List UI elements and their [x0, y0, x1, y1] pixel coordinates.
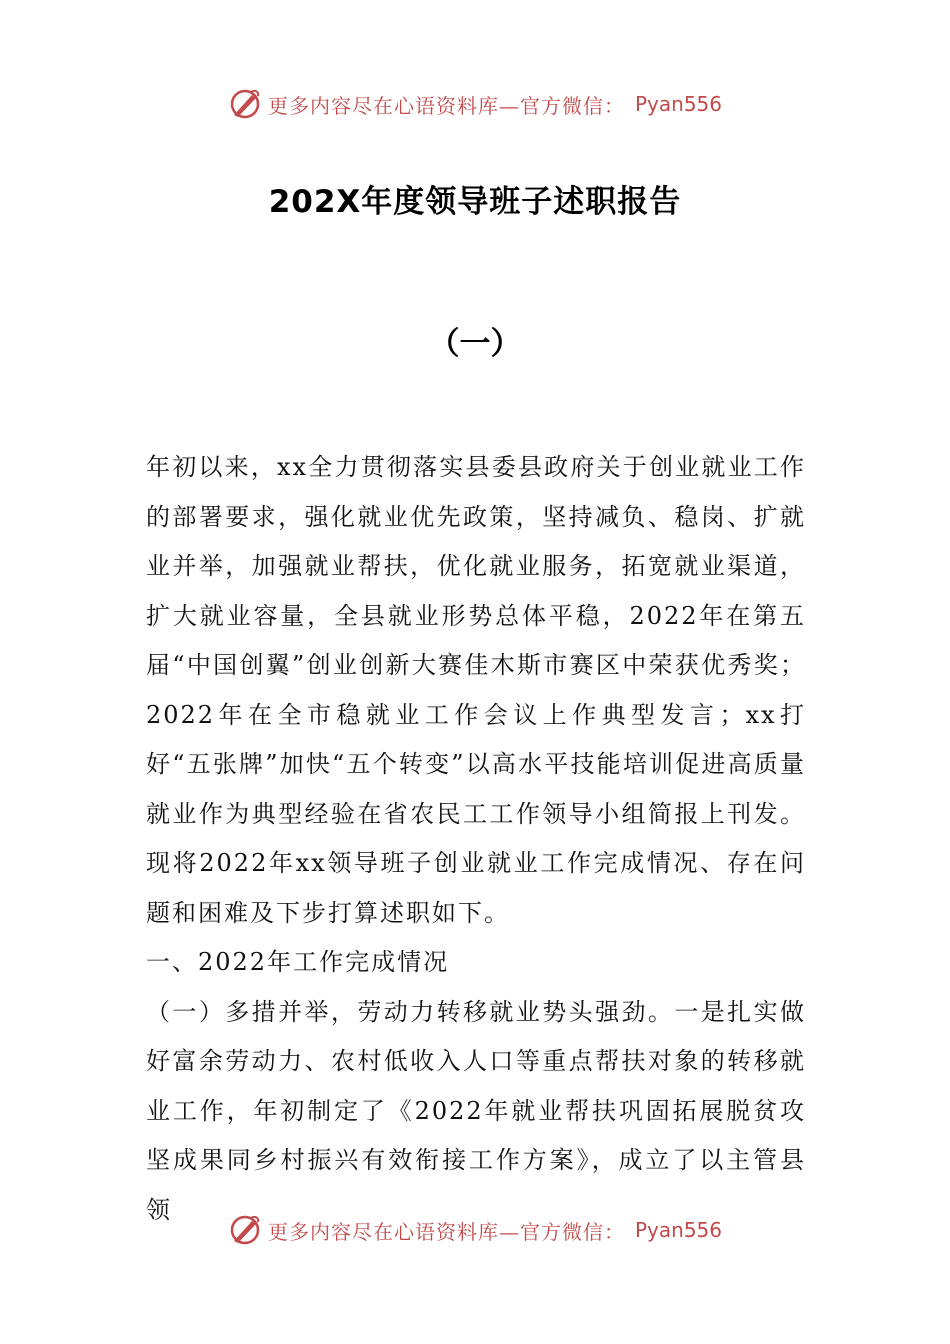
paragraph-intro: 年初以来，xx全力贯彻落实县委县政府关于创业就业工作的部署要求，强化就业优先政策，坚持减负、稳岗、扩就业并举，加强就业帮扶，优化就业服务，拓宽就业渠道，扩大就业容量，全县就业形势总体平稳，2022年在第五届“中国创翼”创业创新大赛佳木斯市赛区中荣获优秀奖；2022年在全市稳就业工作会议上作典型发言；xx打好“五张牌”加快“五个转变”以高水平技能培训促进高质量就业作为典型经验在省农民工工作领导小组简报上刊发。现将2022年xx领导班子创业就业工作完成情况、存在问题和困难及下步打算述职如下。: [146, 453, 806, 927]
banner-text: 更多内容尽在心语资料库—官方微信：: [267, 93, 625, 118]
pen-circle-logo-icon: [228, 87, 262, 121]
document-title: 202X年度领导班子述职报告: [268, 184, 682, 220]
banner-text: 更多内容尽在心语资料库—官方微信：: [267, 1219, 625, 1244]
section-number: （一）: [428, 326, 522, 362]
header-banner: [0, 84, 950, 124]
footer-banner: [0, 1210, 950, 1250]
section-heading: 一、2022年工作完成情况: [146, 948, 450, 976]
wechat-id: Pyan556: [634, 92, 722, 116]
paragraph-item-1: （一）多措并举，劳动力转移就业势头强劲。一是扎实做好富余劳动力、农村低收入人口等重点帮扶对象的转移就业工作，年初制定了《2022年就业帮扶巩固拓展脱贫攻坚成果同乡村振兴有效衔接工作方案》，成立了以主管县领: [146, 997, 806, 1224]
wechat-id: Pyan556: [634, 1218, 722, 1242]
document-body: [146, 443, 806, 1235]
pen-circle-logo-icon: [228, 1213, 262, 1247]
